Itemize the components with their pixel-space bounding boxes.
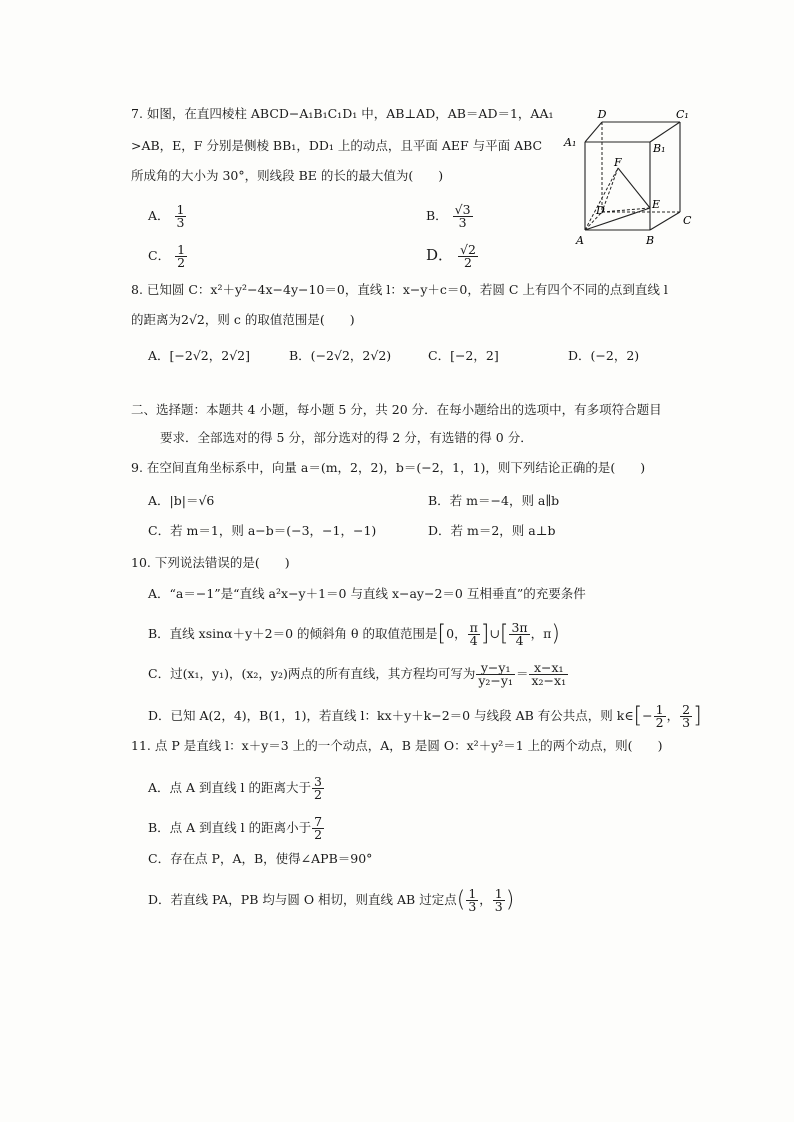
q10-option-d: D．已知 A(2，4)，B(1，1)，若直线 l：kx＋y＋k−2＝0 与线段 AB 有公共点，则 k∈[− $\frac{1}{2}$ ， $\frac{2}{3}$ ] — [148, 702, 702, 730]
q7-stem-line3: 所成角的大小为 30°，则线段 BE 的长的最大值为( ) — [131, 168, 444, 183]
q11-option-d: D．若直线 PA，PB 均与圆 O 相切，则直线 AB 过定点( $\frac{1}{3}$ ， $\frac{1}{3}$ ) — [148, 886, 515, 914]
fig-label-b: B — [646, 234, 655, 247]
fig-label-c: C — [683, 214, 692, 227]
q10-option-b: B．直线 xsinα＋y＋2＝0 的倾斜角 θ 的取值范围是[0， $\frac{\pi}{4}$ ]∪[ $\frac{3\pi}{4}$ ，π) — [148, 620, 560, 648]
q8-option-d: D．(−2，2) — [568, 348, 640, 363]
q8-option-a: A．[−2√2，2√2] — [148, 348, 250, 363]
q10-option-c: C．过(x₁，y₁)，(x₂，y₂)两点的所有直线，其方程均可写为 $\frac{\text{y−y₁}}{\text{y₂−y₁}}$ ＝ $\frac{\text{x−x₁}}{\text{x₂−x₁}}$ — [148, 660, 567, 688]
fig-label-c1: C₁ — [676, 108, 689, 121]
q10-stem: 10. 下列说法错误的是( ) — [131, 555, 290, 570]
fig-label-d: D — [596, 204, 605, 217]
fig-label-b1: B₁ — [653, 142, 666, 155]
q7-b-num: √3 — [454, 202, 471, 217]
q7-d-num: √2 — [460, 242, 476, 257]
q7-c-num: 1 — [177, 242, 186, 257]
q7-a-den: 3 — [176, 215, 185, 230]
q7-stem-line2: >AB，E，F 分别是侧棱 BB₁，DD₁ 上的动点，且平面 AEF 与平面 ABC — [131, 138, 543, 153]
q9-option-a: A．|b|＝√6 — [148, 493, 215, 508]
q8-option-b: B．(−2√2，2√2) — [289, 348, 392, 363]
q7-option-c: C． $\frac{1}{2}$ — [148, 242, 186, 270]
q11-option-b: B．点 A 到直线 l 的距离小于 $\frac{7}{2}$ — [148, 814, 323, 842]
fig-label-e: E — [652, 198, 661, 211]
q7-option-d: D． $\frac{√2}{2}$ — [426, 242, 476, 270]
section2-line2: 要求．全部选对的得 5 分，部分选对的得 2 分，有选错的得 0 分． — [160, 430, 533, 445]
prism-figure — [560, 104, 700, 252]
q7-option-a: A． $\frac{1}{3}$ — [148, 202, 185, 230]
q7-d-den: 2 — [458, 256, 478, 269]
q7-option-b: B． $\frac{√3}{3}$ — [426, 202, 471, 230]
q9-option-d: D．若 m＝2，则 a⊥b — [428, 523, 556, 538]
fig-label-d1: D — [597, 108, 607, 121]
q11-stem: 11. 点 P 是直线 l：x＋y＝3 上的一个动点，A，B 是圆 O：x²＋y²＝1 上的两个动点，则( ) — [131, 738, 663, 753]
q11-option-c: C．存在点 P，A，B，使得∠APB＝90° — [148, 851, 373, 866]
fig-label-a1: A₁ — [564, 136, 577, 149]
fig-label-f: F — [614, 156, 622, 169]
q10-option-a: A．“a＝−1”是“直线 a²x−y＋1＝0 与直线 x−ay−2＝0 互相垂直”的充要条件 — [148, 586, 586, 601]
q11-option-a: A．点 A 到直线 l 的距离大于 $\frac{3}{2}$ — [148, 774, 322, 802]
q8-stem-line2: 的距离为2√2，则 c 的取值范围是( ) — [131, 312, 355, 327]
q9-option-c: C．若 m＝1，则 a−b＝(−3，−1，−1) — [148, 523, 377, 538]
q9-option-b: B．若 m＝−4，则 a∥b — [428, 493, 560, 508]
q7-stem-line1: 7. 如图，在直四棱柱 ABCD−A₁B₁C₁D₁ 中，AB⊥AD，AB＝AD＝1，AA₁ — [131, 106, 554, 121]
q7-c-den: 2 — [177, 255, 186, 270]
q7-a-num: 1 — [176, 202, 185, 217]
q7-b-den: 3 — [453, 216, 473, 229]
fig-label-a: A — [576, 234, 584, 247]
q8-stem-line1: 8. 已知圆 C：x²＋y²−4x−4y−10＝0，直线 l：x−y＋c＝0，若圆 C 上有四个不同的点到直线 l — [131, 282, 668, 297]
q8-option-c: C．[−2，2] — [428, 348, 499, 363]
q9-stem: 9. 在空间直角坐标系中，向量 a＝(m，2，2)，b＝(−2，1，1)，则下列结论正确的是( ) — [131, 460, 646, 475]
section2-line1: 二、选择题：本题共 4 小题，每小题 5 分，共 20 分．在每小题给出的选项中，有多项符合题目 — [131, 402, 662, 417]
